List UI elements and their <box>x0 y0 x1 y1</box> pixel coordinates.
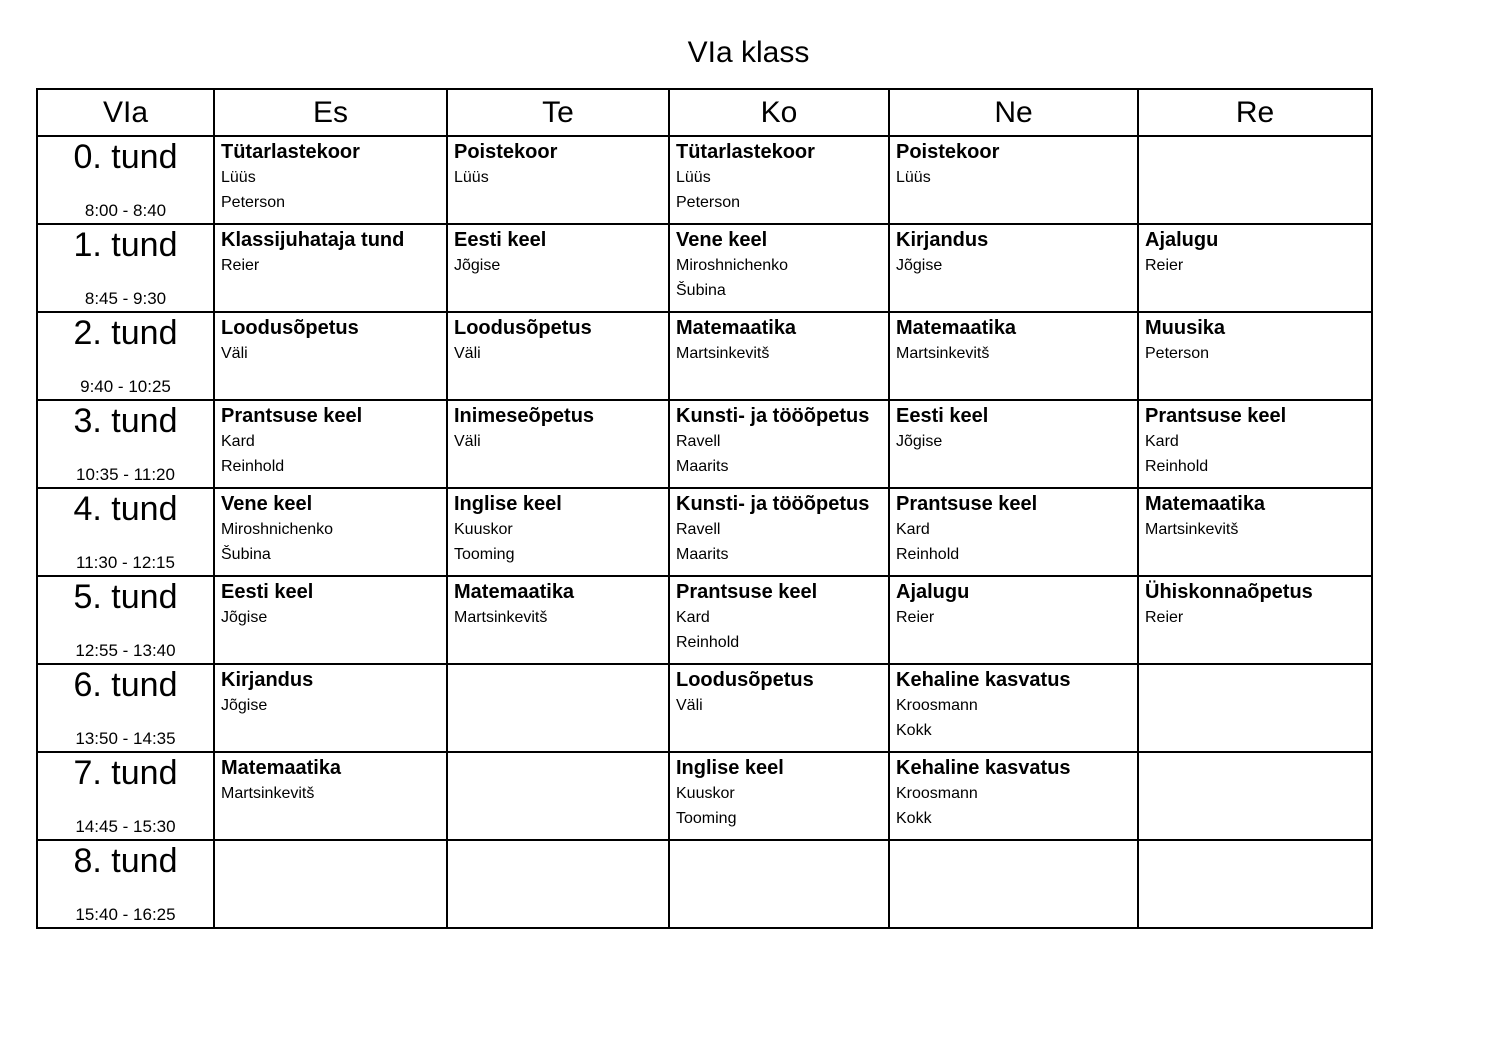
teacher-name: Martsinkevitš <box>676 345 770 362</box>
subject-name: Matemaatika <box>221 757 342 779</box>
lesson-cell <box>447 576 669 664</box>
period-label: 8. tund <box>73 842 178 880</box>
lesson-cell <box>1138 576 1372 664</box>
teacher-name: Maarits <box>676 546 729 563</box>
teacher-name: Peterson <box>676 194 741 211</box>
teacher-name: Kard <box>1145 433 1179 450</box>
subject-name: Matemaatika <box>676 317 797 339</box>
lesson-cell <box>669 400 889 488</box>
teacher-name: Peterson <box>221 194 286 211</box>
teacher-name: Martsinkevitš <box>454 609 548 626</box>
subject-name: Loodusõpetus <box>221 317 359 339</box>
subject-name: Poistekoor <box>896 141 1000 163</box>
lesson-cell <box>214 136 447 224</box>
lesson-cell <box>669 224 889 312</box>
subject-name: Ajalugu <box>896 581 970 603</box>
table-row <box>37 752 1372 840</box>
lesson-cell <box>1138 840 1372 928</box>
subject-name: Prantsuse keel <box>221 405 363 427</box>
teacher-name: Martsinkevitš <box>221 785 315 802</box>
teacher-name: Kokk <box>896 722 932 739</box>
lesson-cell <box>669 488 889 576</box>
period-cell-inner <box>38 753 213 839</box>
period-time: 8:45 - 9:30 <box>84 289 167 308</box>
teacher-name: Jõgise <box>221 609 268 626</box>
lesson-cell <box>669 312 889 400</box>
subject-name: Kunsti- ja tööõpetus <box>676 405 870 427</box>
subject-name: Matemaatika <box>1145 493 1266 515</box>
lesson-cell <box>889 664 1138 752</box>
subject-name: Loodusõpetus <box>676 669 814 691</box>
lesson-cell <box>669 136 889 224</box>
lesson-cell <box>214 224 447 312</box>
lesson-cell <box>214 576 447 664</box>
lesson-cell <box>889 840 1138 928</box>
teacher-name: Martsinkevitš <box>1145 521 1239 538</box>
teacher-name: Ravell <box>676 521 721 538</box>
subject-name: Eesti keel <box>221 581 314 603</box>
lesson-cell <box>447 136 669 224</box>
table-row <box>37 840 1372 928</box>
period-cell <box>37 312 214 400</box>
period-cell-inner <box>38 225 213 311</box>
lesson-cell <box>1138 400 1372 488</box>
teacher-name: Lüüs <box>221 169 256 186</box>
teacher-name: Reinhold <box>676 634 740 651</box>
period-label: 4. tund <box>73 490 178 528</box>
teacher-name: Jõgise <box>454 257 501 274</box>
teacher-name: Kuuskor <box>454 521 513 538</box>
teacher-name: Tooming <box>676 810 737 827</box>
lesson-cell <box>214 752 447 840</box>
lesson-cell <box>447 400 669 488</box>
subject-name: Inglise keel <box>454 493 562 515</box>
timetable-header <box>37 89 1372 136</box>
table-row <box>37 136 1372 224</box>
lesson-cell <box>214 488 447 576</box>
subject-name: Ühiskonnaõpetus <box>1145 581 1313 603</box>
table-row <box>37 312 1372 400</box>
teacher-name: Reinhold <box>896 546 960 563</box>
lesson-cell <box>669 576 889 664</box>
teacher-name: Kroosmann <box>896 785 978 802</box>
subject-name: Prantsuse keel <box>896 493 1038 515</box>
subject-name: Ajalugu <box>1145 229 1219 251</box>
lesson-cell <box>1138 752 1372 840</box>
period-cell <box>37 664 214 752</box>
period-cell-inner <box>38 665 213 751</box>
subject-name: Kirjandus <box>896 229 989 251</box>
teacher-name: Jõgise <box>221 697 268 714</box>
column-header-ne: Ne <box>889 89 1138 136</box>
teacher-name: Väli <box>676 697 703 714</box>
lesson-cell <box>447 224 669 312</box>
column-header-es: Es <box>214 89 447 136</box>
subject-name: Kehaline kasvatus <box>896 757 1071 779</box>
column-header-via: VIa <box>37 89 214 136</box>
lesson-cell <box>889 400 1138 488</box>
lesson-cell <box>447 664 669 752</box>
subject-name: Poistekoor <box>454 141 558 163</box>
teacher-name: Reier <box>1145 609 1184 626</box>
period-time: 13:50 - 14:35 <box>75 729 176 748</box>
table-row <box>37 664 1372 752</box>
period-time: 11:30 - 12:15 <box>76 553 175 572</box>
period-label: 5. tund <box>73 578 178 616</box>
subject-name: Tütarlastekoor <box>221 141 360 163</box>
period-time: 14:45 - 15:30 <box>75 817 176 836</box>
lesson-cell <box>889 136 1138 224</box>
teacher-name: Väli <box>454 345 481 362</box>
table-row <box>37 400 1372 488</box>
teacher-name: Reier <box>896 609 935 626</box>
period-time: 9:40 - 10:25 <box>80 377 171 396</box>
lesson-cell <box>447 840 669 928</box>
table-row <box>37 224 1372 312</box>
lesson-cell <box>447 312 669 400</box>
lesson-cell <box>889 312 1138 400</box>
subject-name: Muusika <box>1145 317 1226 339</box>
period-time: 15:40 - 16:25 <box>75 905 176 924</box>
period-label: 7. tund <box>73 754 178 792</box>
period-cell-inner <box>38 137 213 223</box>
period-cell <box>37 488 214 576</box>
teacher-name: Reinhold <box>221 458 285 475</box>
subject-name: Kirjandus <box>221 669 314 691</box>
page-title: VIa klass <box>687 36 810 69</box>
subject-name: Prantsuse keel <box>1145 405 1287 427</box>
subject-name: Eesti keel <box>896 405 989 427</box>
column-header-re: Re <box>1138 89 1372 136</box>
period-time: 10:35 - 11:20 <box>76 465 175 484</box>
subject-name: Vene keel <box>676 229 768 251</box>
teacher-name: Maarits <box>676 458 729 475</box>
teacher-name: Kroosmann <box>896 697 978 714</box>
teacher-name: Tooming <box>454 546 515 563</box>
subject-name: Matemaatika <box>454 581 575 603</box>
teacher-name: Reinhold <box>1145 458 1209 475</box>
period-cell-inner <box>38 841 213 927</box>
period-cell <box>37 400 214 488</box>
subject-name: Prantsuse keel <box>676 581 818 603</box>
teacher-name: Šubina <box>676 282 726 299</box>
subject-name: Matemaatika <box>896 317 1017 339</box>
teacher-name: Ravell <box>676 433 721 450</box>
teacher-name: Väli <box>454 433 481 450</box>
lesson-cell <box>447 752 669 840</box>
period-cell <box>37 752 214 840</box>
lesson-cell <box>669 664 889 752</box>
period-cell <box>37 136 214 224</box>
teacher-name: Jõgise <box>896 433 943 450</box>
period-time: 8:00 - 8:40 <box>84 201 167 220</box>
period-cell <box>37 224 214 312</box>
teacher-name: Reier <box>221 257 260 274</box>
timetable <box>36 88 1373 929</box>
subject-name: Tütarlastekoor <box>676 141 815 163</box>
period-label: 6. tund <box>73 666 178 704</box>
teacher-name: Peterson <box>1145 345 1210 362</box>
teacher-name: Jõgise <box>896 257 943 274</box>
column-header-ko: Ko <box>669 89 889 136</box>
subject-name: Inglise keel <box>676 757 784 779</box>
period-cell <box>37 576 214 664</box>
period-time: 12:55 - 13:40 <box>75 641 176 660</box>
table-row <box>37 488 1372 576</box>
lesson-cell <box>1138 664 1372 752</box>
period-cell <box>37 840 214 928</box>
lesson-cell <box>889 224 1138 312</box>
column-header-te: Te <box>447 89 669 136</box>
period-cell-inner <box>38 489 213 575</box>
period-cell-inner <box>38 313 213 399</box>
subject-name: Loodusõpetus <box>454 317 592 339</box>
subject-name: Eesti keel <box>454 229 547 251</box>
teacher-name: Kard <box>896 521 930 538</box>
teacher-name: Reier <box>1145 257 1184 274</box>
teacher-name: Miroshnichenko <box>676 257 789 274</box>
lesson-cell <box>1138 488 1372 576</box>
teacher-name: Lüüs <box>896 169 931 186</box>
lesson-cell <box>669 752 889 840</box>
teacher-name: Kokk <box>896 810 932 827</box>
subject-name: Kehaline kasvatus <box>896 669 1071 691</box>
lesson-cell <box>889 488 1138 576</box>
lesson-cell <box>1138 224 1372 312</box>
subject-name: Vene keel <box>221 493 313 515</box>
lesson-cell <box>447 488 669 576</box>
period-label: 2. tund <box>73 314 178 352</box>
table-row <box>37 576 1372 664</box>
lesson-cell <box>889 576 1138 664</box>
period-cell-inner <box>38 577 213 663</box>
lesson-cell <box>889 752 1138 840</box>
subject-name: Klassijuhataja tund <box>221 229 405 251</box>
period-label: 3. tund <box>73 402 178 440</box>
teacher-name: Kuuskor <box>676 785 735 802</box>
timetable-body <box>37 136 1372 928</box>
teacher-name: Miroshnichenko <box>221 521 334 538</box>
lesson-cell <box>1138 136 1372 224</box>
teacher-name: Kard <box>221 433 255 450</box>
teacher-name: Väli <box>221 345 248 362</box>
teacher-name: Martsinkevitš <box>896 345 990 362</box>
teacher-name: Lüüs <box>454 169 489 186</box>
lesson-cell <box>214 312 447 400</box>
subject-name: Kunsti- ja tööõpetus <box>676 493 870 515</box>
teacher-name: Kard <box>676 609 710 626</box>
lesson-cell <box>1138 312 1372 400</box>
lesson-cell <box>214 664 447 752</box>
teacher-name: Lüüs <box>676 169 711 186</box>
period-cell-inner <box>38 401 213 487</box>
lesson-cell <box>214 400 447 488</box>
header-row <box>37 89 1372 136</box>
lesson-cell <box>214 840 447 928</box>
teacher-name: Šubina <box>221 546 271 563</box>
period-label: 1. tund <box>73 226 178 264</box>
period-label: 0. tund <box>73 138 178 176</box>
lesson-cell <box>669 840 889 928</box>
subject-name: Inimeseõpetus <box>454 405 595 427</box>
